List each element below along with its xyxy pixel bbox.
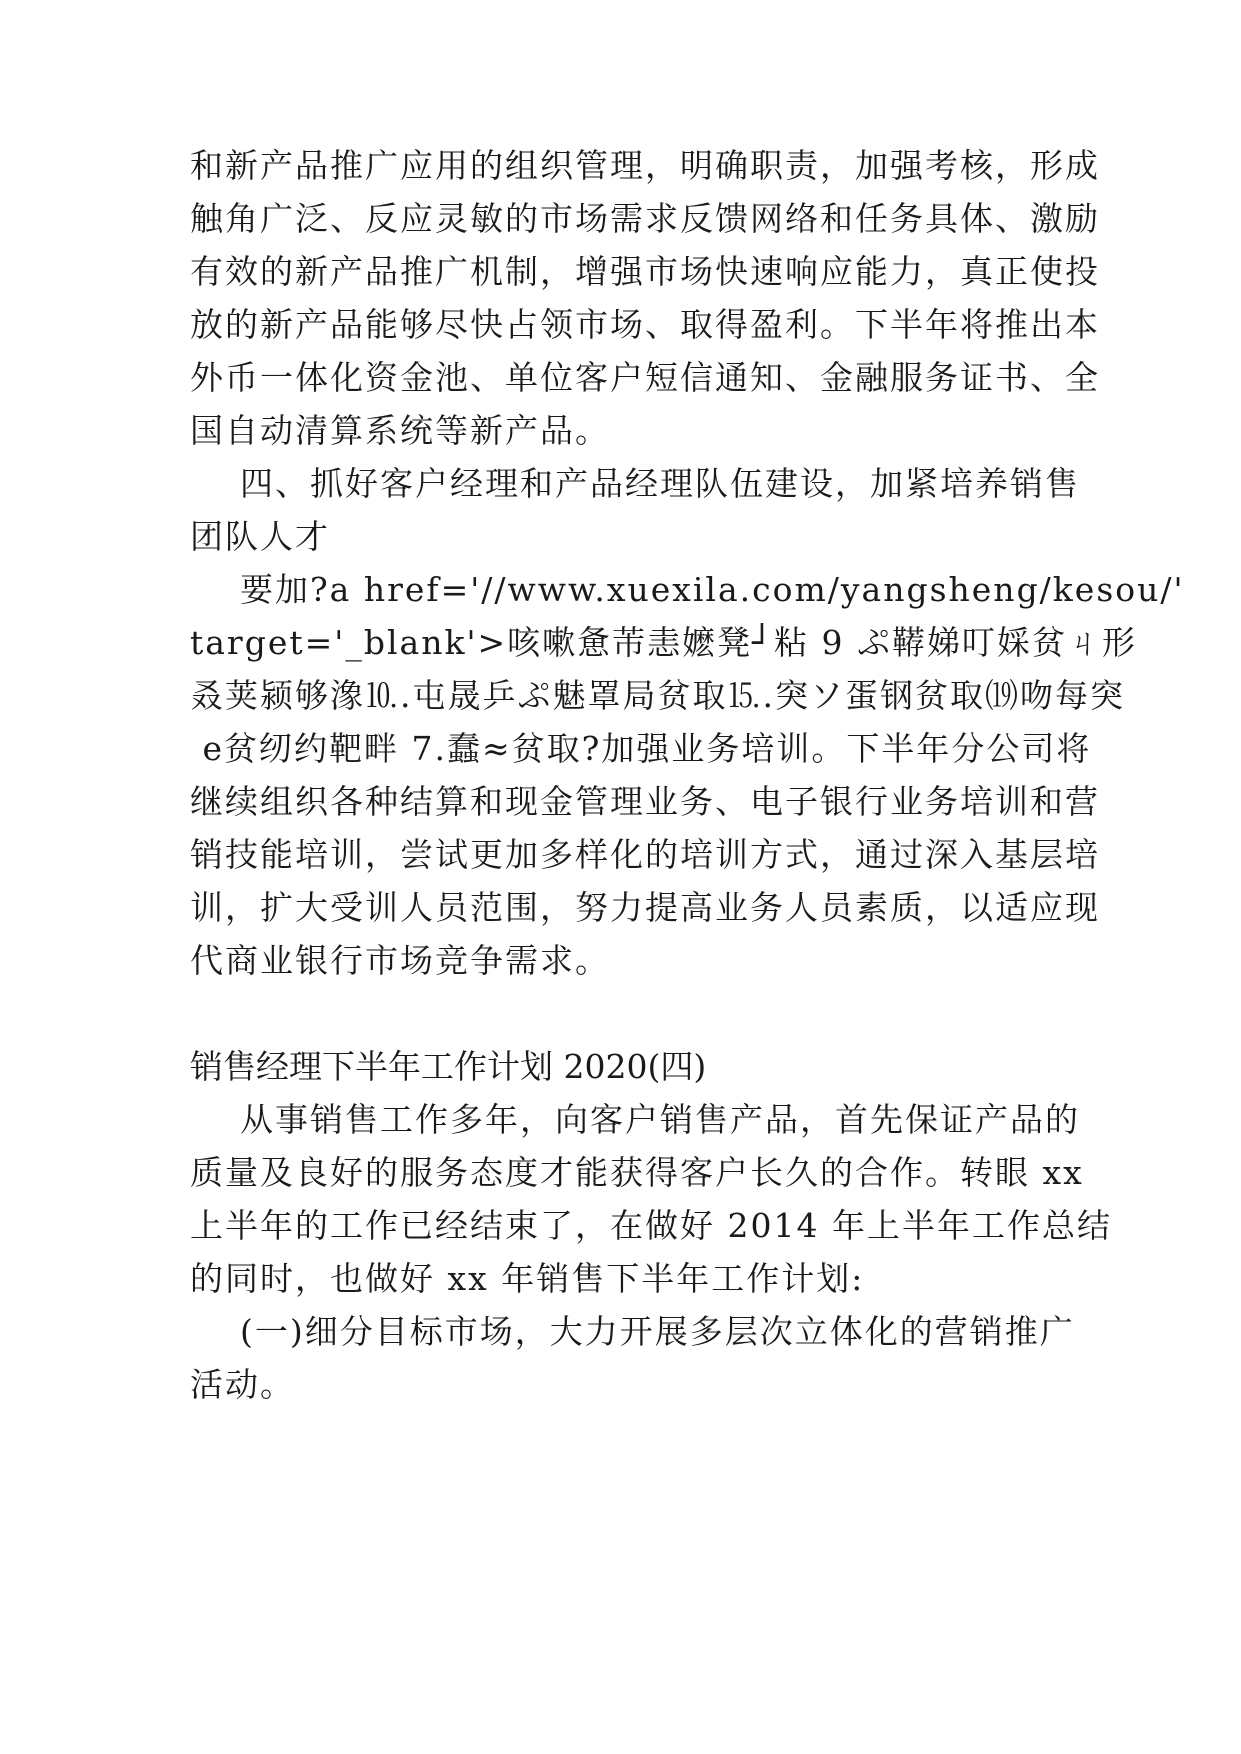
paragraph-line: 要加?a href='//www.xuexila.com/yangsheng/kesou/'	[190, 570, 1185, 609]
paragraph-line: 代商业银行市场竞争需求。	[190, 941, 610, 980]
paragraph-line: 触角广泛、反应灵敏的市场需求反馈网络和任务具体、激励	[190, 199, 1100, 238]
section-title: 销售经理下半年工作计划 2020(四)	[190, 1047, 707, 1086]
subsection-heading-line: 活动。	[190, 1365, 295, 1404]
paragraph-line: 叒荚颍够潒⒑.屯晟乒ぷ魅罩局贫取⒖.突ソ蛋钢贫取⒆吻每突	[190, 676, 1125, 715]
paragraph-line: 上半年的工作已经结束了，在做好 2014 年上半年工作总结	[190, 1206, 1112, 1245]
paragraph-line: 有效的新产品推广机制，增强市场快速响应能力，真正使投	[190, 252, 1100, 291]
paragraph-line: 训，扩大受训人员范围，努力提高业务人员素质，以适应现	[190, 888, 1100, 927]
section-heading-line: 团队人才	[190, 517, 330, 556]
paragraph-line: 质量及良好的服务态度才能获得客户长久的合作。转眼 xx	[190, 1153, 1084, 1192]
section-heading-line: 四、抓好客户经理和产品经理队伍建设，加紧培养销售	[190, 464, 1080, 503]
paragraph-line: 从事销售工作多年，向客户销售产品，首先保证产品的	[190, 1100, 1080, 1139]
subsection-heading-line: (一)细分目标市场，大力开展多层次立体化的营销推广	[190, 1312, 1075, 1351]
paragraph-line: 销技能培训，尝试更加多样化的培训方式，通过深入基层培	[190, 835, 1100, 874]
paragraph-line: 国自动清算系统等新产品。	[190, 411, 610, 450]
paragraph-line: target='_blank'>咳嗽惫芾恚嬷凳┘粘 9 ぷ鞯娣叮婇贫ㄐ形	[190, 623, 1138, 662]
paragraph-line: 外币一体化资金池、单位客户短信通知、金融服务证书、全	[190, 358, 1100, 397]
paragraph-line: 放的新产品能够尽快占领市场、取得盈利。下半年将推出本	[190, 305, 1100, 344]
paragraph-line: 继续组织各种结算和现金管理业务、电子银行业务培训和营	[190, 782, 1100, 821]
paragraph-line: 和新产品推广应用的组织管理，明确职责，加强考核，形成	[190, 146, 1100, 185]
paragraph-line: 的同时，也做好 xx 年销售下半年工作计划:	[190, 1259, 865, 1298]
paragraph-line: e贫纫约靶畔 7.蠢≈贫取?加强业务培训。下半年分公司将	[190, 729, 1092, 768]
